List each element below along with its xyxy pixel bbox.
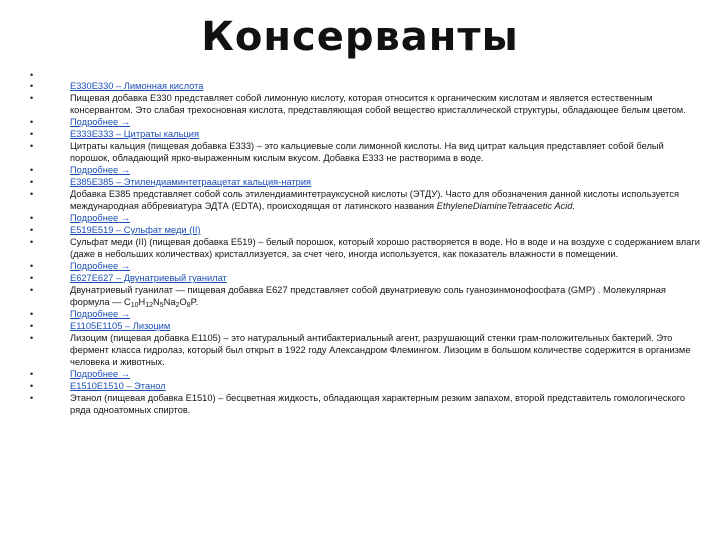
list-item bbox=[30, 392, 702, 416]
list-item-link[interactable] bbox=[30, 368, 702, 380]
list-item-link[interactable] bbox=[30, 320, 702, 332]
list-item-link[interactable] bbox=[30, 80, 702, 92]
bullet-icon: • bbox=[30, 393, 34, 403]
list-item-link[interactable] bbox=[30, 380, 702, 392]
item-description: Двунатриевый гуанилат — пищевая добавка E627 представляет собой двунатриевую соль гуанозинмонофосфата (GMP) . Молекулярная формула — $C_{10}H_{12}N_5Na_2O_8P$. bbox=[70, 285, 666, 309]
bullet-icon: • bbox=[30, 225, 34, 235]
item-link[interactable]: E627E627 – Двунатриевый гуанилат bbox=[70, 273, 227, 283]
bullet-icon: • bbox=[30, 117, 34, 127]
item-description: Этанол (пищевая добавка E1510) – бесцветная жидкость, обладающая характерным резким запахом, второй представитель гомологического ряда одноатомных спиртов. bbox=[70, 393, 686, 415]
list-item-link[interactable] bbox=[30, 164, 702, 176]
list-item-link[interactable] bbox=[30, 176, 702, 188]
bullet-icon: • bbox=[30, 321, 34, 331]
item-link[interactable]: E1105E1105 – Лизоцим bbox=[70, 321, 171, 331]
item-link[interactable]: E519E519 – Сульфат меди (II) bbox=[70, 225, 201, 235]
list-item bbox=[30, 236, 702, 260]
bullet-icon: • bbox=[30, 369, 34, 379]
bullet-icon: • bbox=[30, 285, 34, 295]
bullet-icon: • bbox=[30, 129, 34, 139]
item-link[interactable]: E330E330 – Лимонная кислота bbox=[70, 81, 204, 91]
item-link[interactable]: Подробнее → bbox=[70, 165, 131, 175]
bullet-icon: • bbox=[30, 141, 34, 151]
list-item bbox=[30, 92, 702, 116]
list-item-link[interactable] bbox=[30, 272, 702, 284]
list-item bbox=[30, 332, 702, 368]
page-title: Консерванты bbox=[201, 14, 519, 60]
item-link[interactable]: E333E333 – Цитраты кальция bbox=[70, 129, 200, 139]
bullet-icon: • bbox=[30, 93, 34, 103]
bullet-icon: • bbox=[30, 189, 34, 199]
list-item bbox=[30, 140, 702, 164]
list-item-link[interactable] bbox=[30, 224, 702, 236]
bullet-icon: • bbox=[30, 309, 34, 319]
bullet-icon: • bbox=[30, 165, 34, 175]
bullet-icon: • bbox=[30, 213, 34, 223]
item-description: Сульфат меди (II) (пищевая добавка E519) – белый порошок, который хорошо растворяется в воде. Но в воде и на воздухе с содержанием влаги (даже в небольших количествах) кристаллизуется, за счет чего, иногда используется, как показатель влажности в помещении. bbox=[70, 237, 700, 259]
item-description: Пищевая добавка Е330 представляет собой лимонную кислоту, которая относится к органическим кислотам и является естественным консервантом. Это слабая трехосновная кислота, представляющая собой вещество кристаллической структуры, обладающее белым цветом. bbox=[70, 93, 686, 115]
item-description: Цитраты кальция (пищевая добавка E333) – это кальциевые соли лимонной кислоты. На вид цитрат кальция представляет собой белый порошок, обладающий ярко-выраженным кислым вкусом. Добавка E333 не растворима в воде. bbox=[70, 141, 664, 163]
bullet-icon: • bbox=[30, 237, 34, 247]
list-item-link[interactable] bbox=[30, 128, 702, 140]
item-link[interactable]: Подробнее → bbox=[70, 117, 131, 127]
item-link[interactable]: Подробнее → bbox=[70, 213, 131, 223]
item-link[interactable]: Подробнее → bbox=[70, 369, 131, 379]
bullet-icon: • bbox=[30, 381, 34, 391]
list-item bbox=[30, 284, 702, 308]
bullet-icon: • bbox=[30, 273, 34, 283]
list-item-link[interactable] bbox=[30, 116, 702, 128]
item-description: Добавка E385 представляет собой соль этилендиаминтетрауксусной кислоты (ЭТДУ). Часто для обозначения данной кислоты используется международная аббревиатура ЭДТА (EDTA), происходящая от латинского названия EthyleneDiamineTetraacetic Acid. bbox=[70, 189, 679, 211]
item-link[interactable]: E385E385 – Этилендиаминтетраацетат кальция-натрия bbox=[70, 177, 312, 187]
item-link[interactable]: E1510E1510 – Этанол bbox=[70, 381, 166, 391]
item-description: Лизоцим (пищевая добавка E1105) – это натуральный антибактериальный агент, разрушающий стенки грам-положительных бактерий. Это фермент класса гидролаз, который был открыт в 1922 году Александром Флемингом. Лизоцим в большом количестве содержится в организме человека и животных. bbox=[70, 333, 691, 367]
list-item bbox=[30, 188, 702, 212]
list-item-link[interactable] bbox=[30, 212, 702, 224]
preservatives-list bbox=[30, 69, 702, 416]
item-link[interactable]: Подробнее → bbox=[70, 309, 131, 319]
item-link[interactable]: Подробнее → bbox=[70, 261, 131, 271]
bullet-icon: • bbox=[30, 81, 34, 91]
bullet-icon: • bbox=[30, 333, 34, 343]
list-item-link[interactable] bbox=[30, 260, 702, 272]
bullet-icon: • bbox=[30, 70, 34, 80]
bullet-icon: • bbox=[30, 261, 34, 271]
list-item-link[interactable] bbox=[30, 308, 702, 320]
list-item bbox=[30, 69, 702, 80]
bullet-icon: • bbox=[30, 177, 34, 187]
